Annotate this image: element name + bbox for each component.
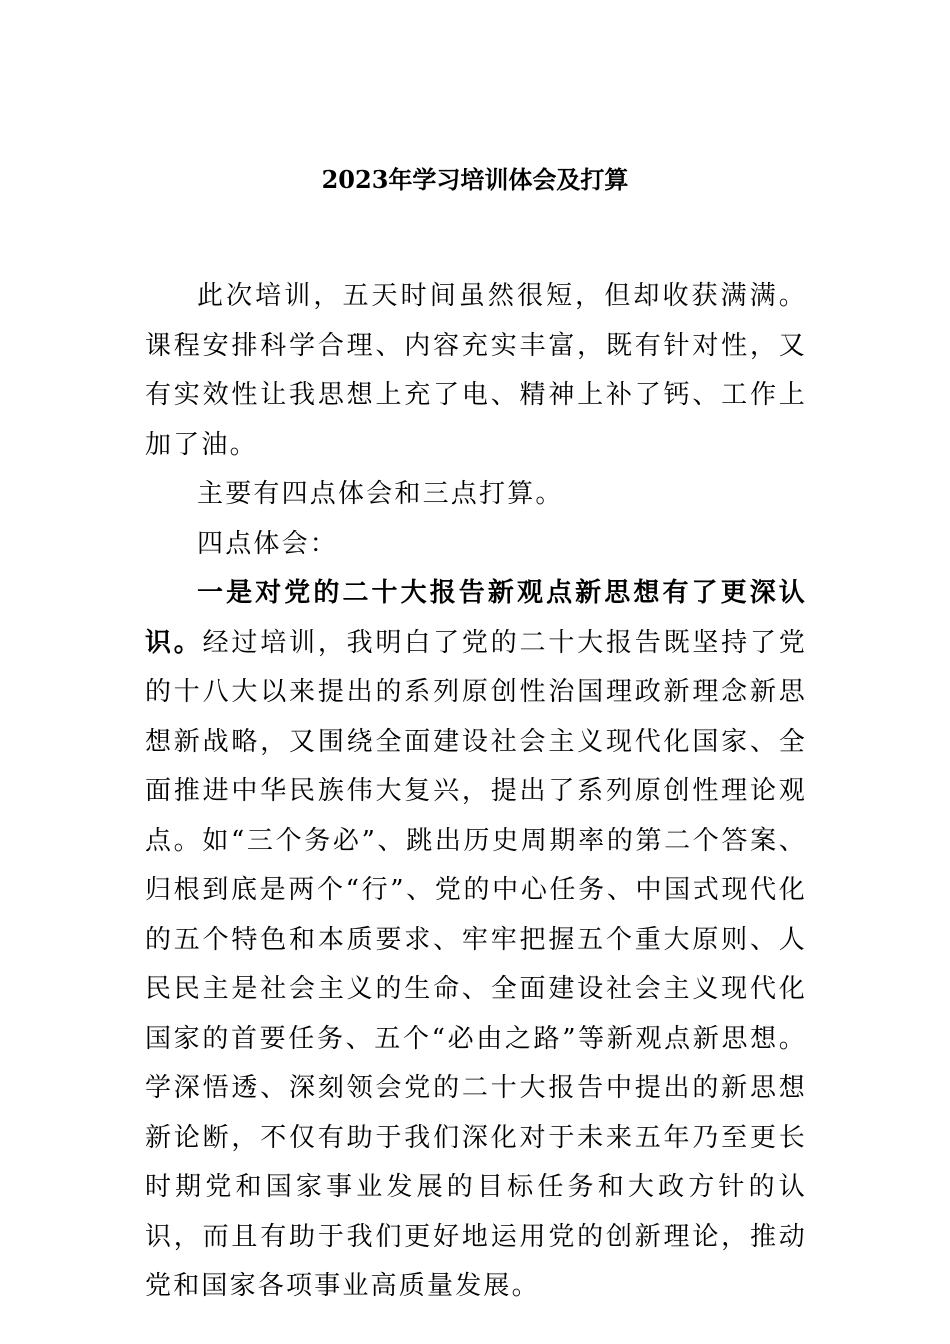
document-title: 2023年学习培训体会及打算 [321, 165, 629, 194]
paragraph-section-heading: 四点体会： [197, 528, 339, 559]
paragraph-summary: 主要有四点体会和三点打算。 [197, 479, 564, 509]
document-body [145, 272, 807, 1312]
point-one-text: 经过培训，我明白了党的二十大报告既坚持了党的十八大以来提出的系列原创性治国理政新理念新思想新战略，又围绕全面建设社会主义现代化国家、全面推进中华民族伟大复兴，提出了系列原创性理论观点。如“三个务必”、跳出历史周期率的第二个答案、归根到底是两个“行”、党的中心任务、中国式现代化的五个特色和本质要求、牢牢把握五个重大原则、人民民主是社会主义的生命、全面建设社会主义现代化国家的首要任务、五个“必由之路”等新观点新思想。学深悟透、深刻领会党的二十大报告中提出的新思想新论断，不仅有助于我们深化对于未来五年乃至更长时期党和国家事业发展的目标任务和大政方针的认识，而且有助于我们更好地运用党的创新理论，推动党和国家各项事业高质量发展。 [145, 627, 807, 1301]
paragraph-point-one [145, 569, 807, 1312]
point-one-lead: 一是对党的二十大报告新观点新思想有了更深认识。 [145, 578, 807, 658]
paragraph-intro: 此次培训，五天时间虽然很短，但却收获满满。课程安排科学合理、内容充实丰富，既有针对性，又有实效性让我思想上充了电、精神上补了钙、工作上加了油。 [145, 281, 807, 460]
